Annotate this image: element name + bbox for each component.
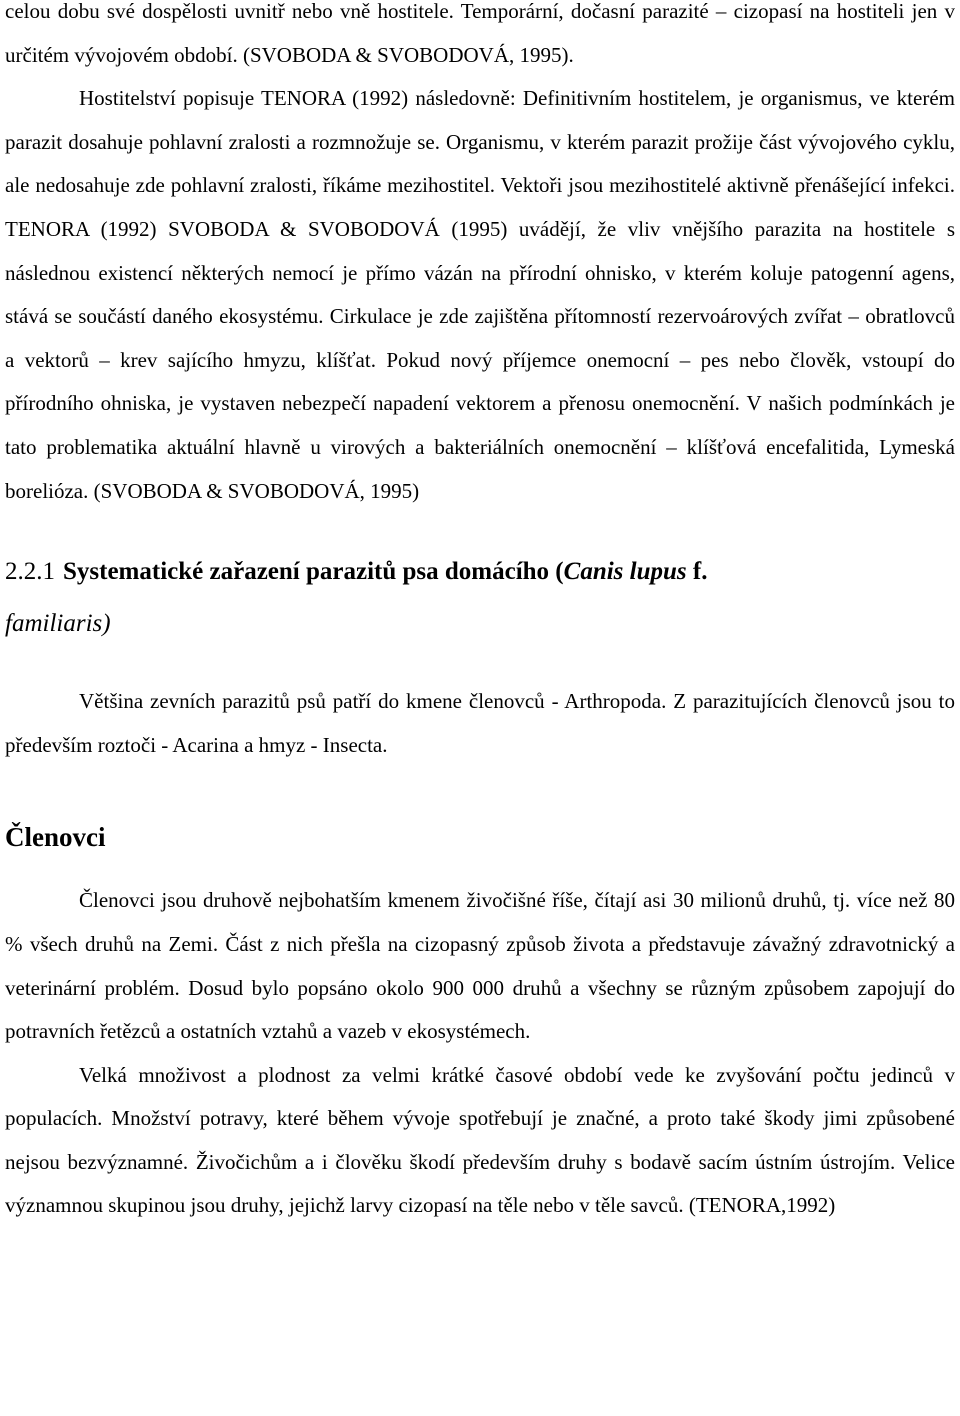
spacer <box>5 859 955 879</box>
section-heading <box>5 546 955 650</box>
paragraph-1: celou dobu své dospělosti uvnitř nebo vně hostitele. Temporární, dočasní parazité – cizopasí na hostiteli jen v určitém vývojovém období. (SVOBODA & SVOBODOVÁ, 1995). <box>5 0 955 67</box>
section-number: 2.2.1 <box>5 558 55 586</box>
paragraph-4: Členovci jsou druhově nejbohatším kmenem živočišné říše, čítají asi 30 milionů druhů, tj. více než 80 % všech druhů na Zemi. Část z nich přešla na cizopasný způsob života a představuje závažný zdravotnický a veterinární problém. Dosud bylo popsáno okolo 900 000 druhů a všechny se různým způsobem zapojují do potravních řetězců a ostatních vztahů a vazeb v ekosystémech. <box>5 888 955 1044</box>
paragraph-3: Většina zevních parazitů psů patří do kmene členovců - Arthropoda. Z parazitujících členovců jsou to především roztoči - Acarina a hmyz - Insecta. <box>5 689 955 757</box>
section-title-suffix: f. <box>686 558 708 586</box>
section-title-line2: familiaris) <box>5 610 111 638</box>
section-title: Systematické zařazení parazitů psa domácího ( <box>63 558 564 586</box>
section-title-latin: Canis lupus <box>563 558 687 586</box>
spacer <box>5 767 955 815</box>
spacer <box>5 513 955 546</box>
paragraph-2: Hostitelství popisuje TENORA (1992) následovně: Definitivním hostitelem, je organismus, ve kterém parazit dosahuje pohlavní zralosti a rozmnožuje se. Organismu, v kterém parazit prožije část vývojového cyklu, ale nedosahuje zde pohlavní zralosti, říkáme mezihostitel. Vektoři jsou mezihostitelé aktivně přenášející infekci. TENORA (1992) SVOBODA & SVOBODOVÁ (1995) uvádějí, že vliv vnějšího parazita na hostitele s následnou existencí některých nemocí je přímo vázán na přírodní ohnisko, v kterém koluje patogenní agens, stává se součástí daného ekosystému. Cirkulace je zde zajištěna přítomností rezervoárových zvířat – obratlovců a vektorů – krev sajícího hmyzu, klíšťat. Pokud nový příjemce onemocní – pes nebo člověk, vstoupí do přírodního ohniska, je vystaven nebezpečí napadení vektorem a přenosu onemocnění. V našich podmínkách je tato problematika aktuální hlavně u virových a bakteriálních onemocnění – klíšťová encefalitida, Lymeská borelióza. (SVOBODA & SVOBODOVÁ, 1995) <box>5 86 955 503</box>
main-heading: Členovci <box>5 822 106 853</box>
document-page <box>5 0 955 1228</box>
spacer <box>5 650 955 680</box>
paragraph-5: Velká množivost a plodnost za velmi krátké časové období vede ke zvyšování počtu jedinců v populacích. Množství potravy, které během vývoje spotřebují je značné, a proto také škody jimi způsobené nejsou bezvýznamné. Živočichům a i člověku škodí především druhy s bodavě sacím ústním ústrojím. Velice významnou skupinou jsou druhy, jejichž larvy cizopasí na těle nebo v těle savců. (TENORA,1992) <box>5 1062 955 1218</box>
